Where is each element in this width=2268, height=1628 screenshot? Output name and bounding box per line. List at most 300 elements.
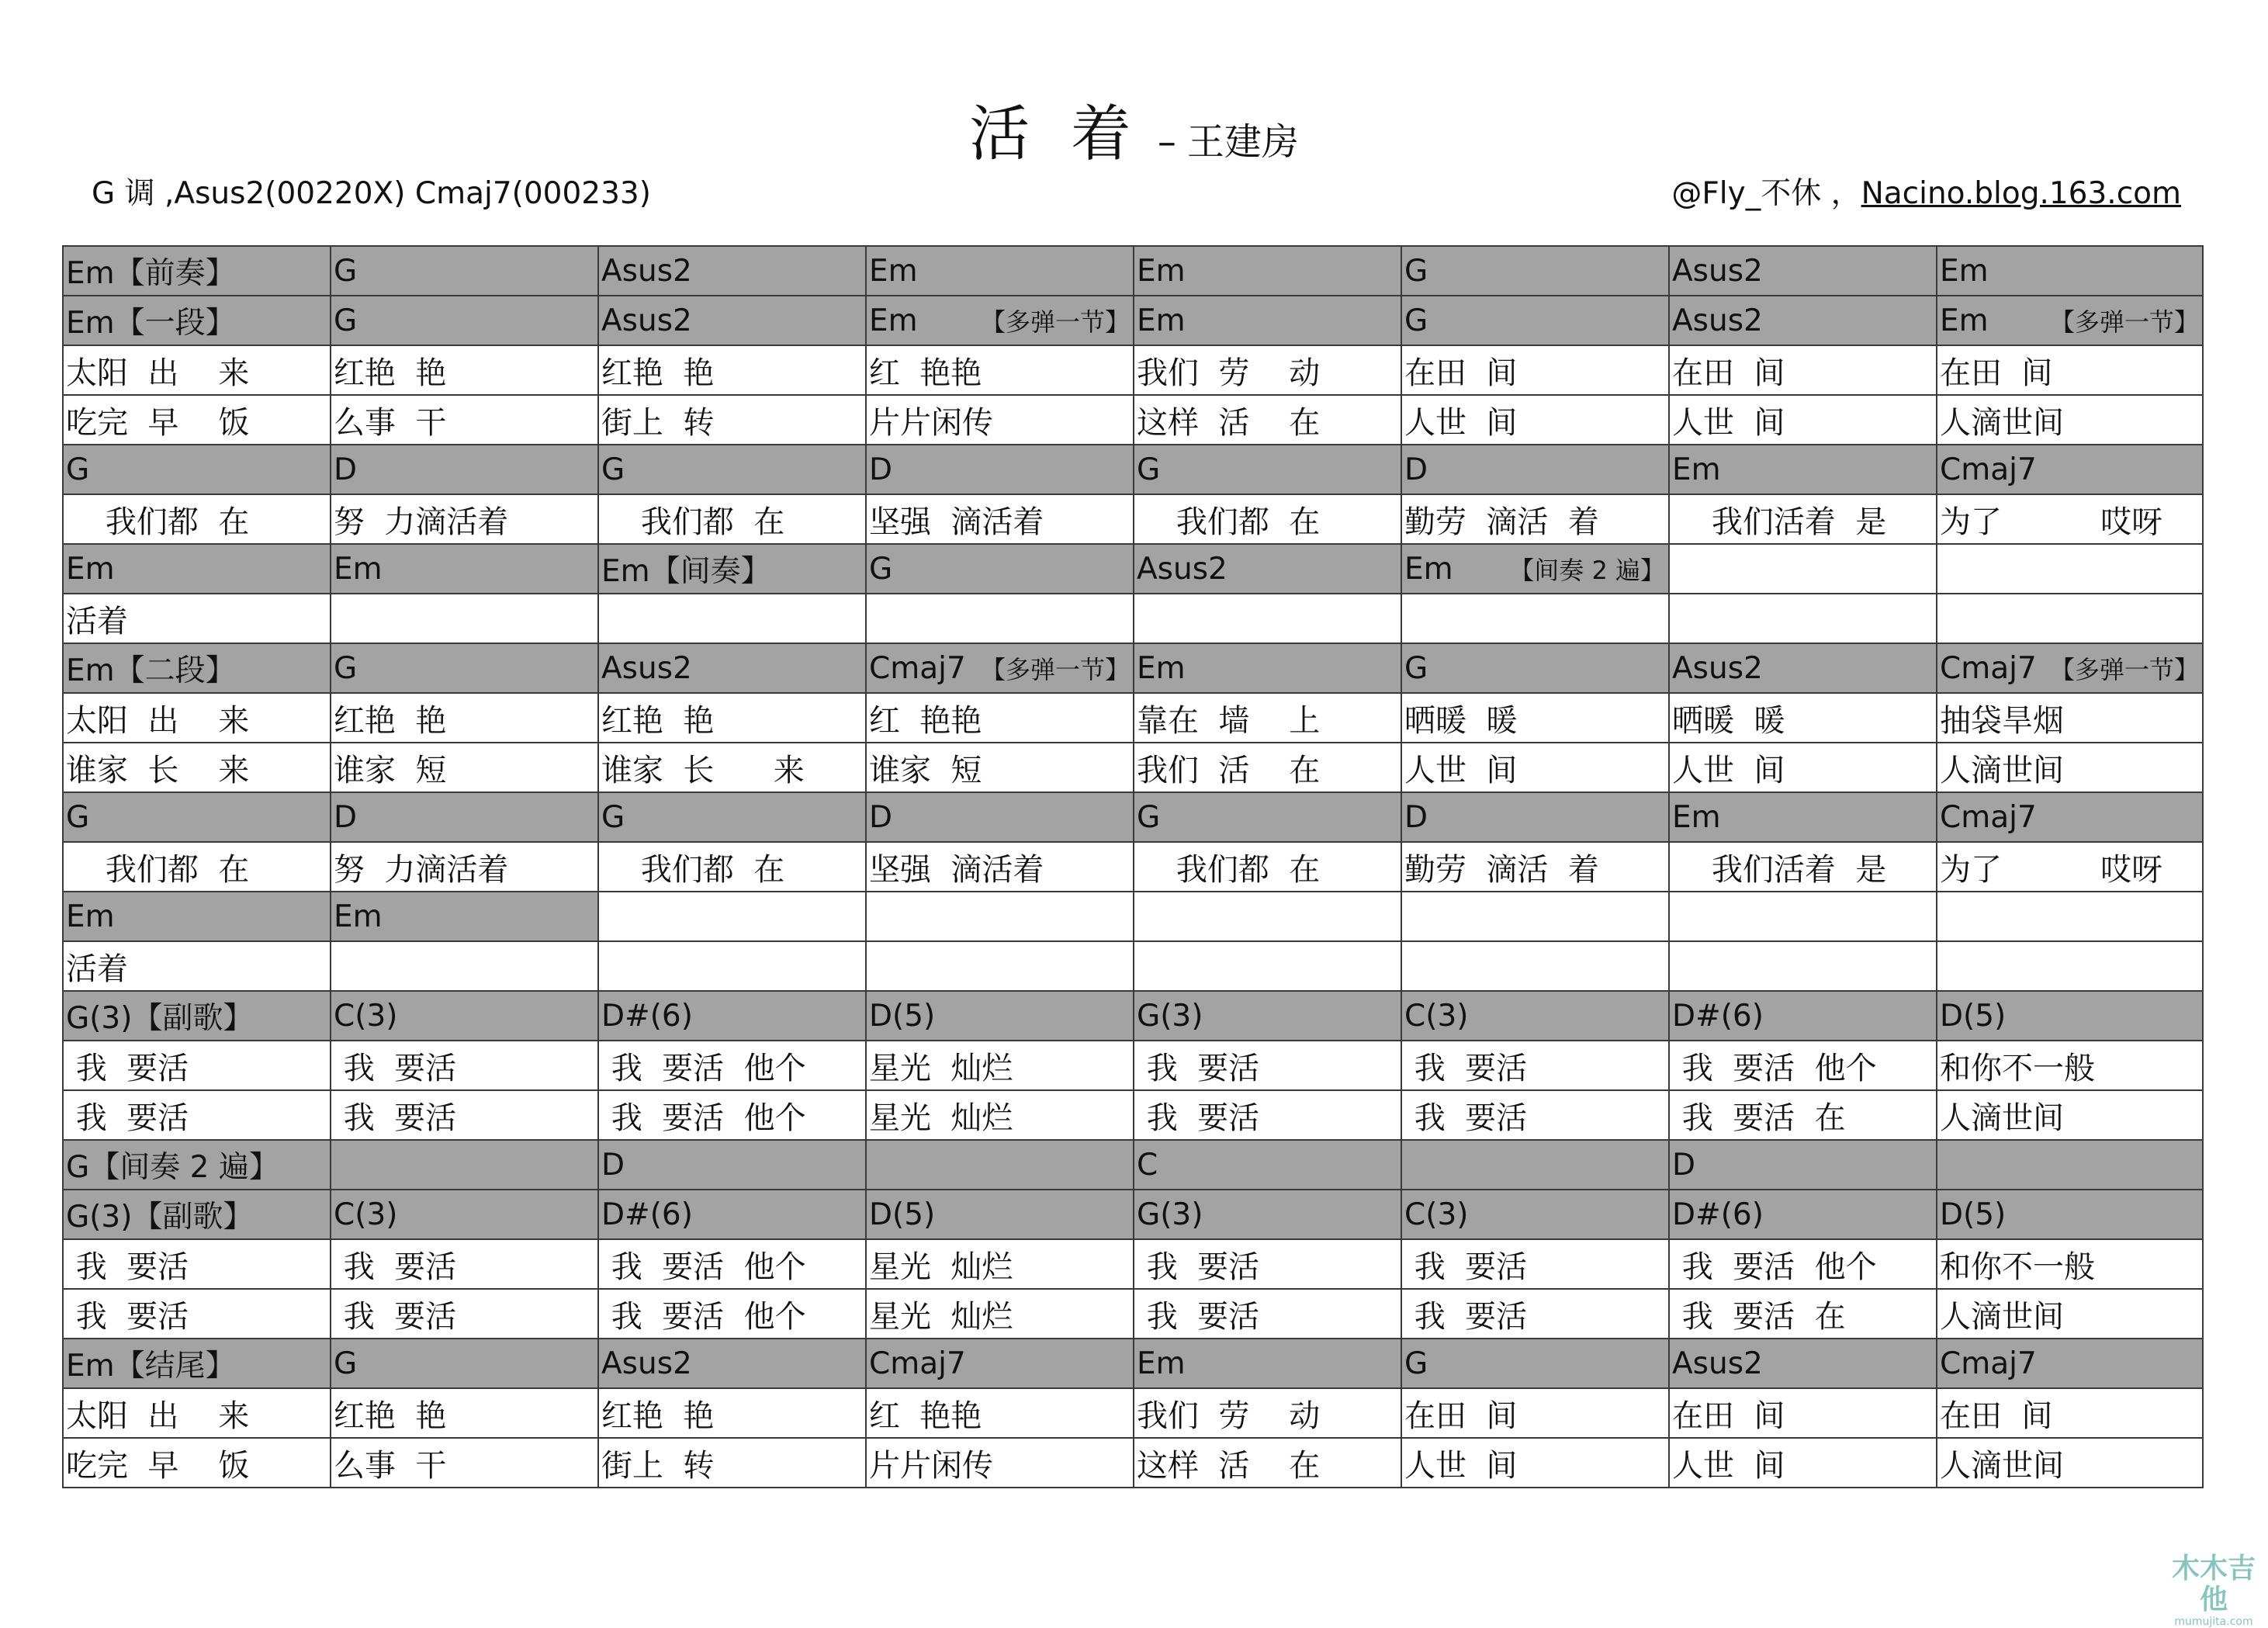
- lyric-row: [63, 594, 2203, 643]
- chord-cell: [1134, 991, 1401, 1041]
- chord-cell: [1134, 1190, 1401, 1239]
- chord-cell: [1134, 544, 1401, 594]
- chord-cell: [331, 643, 598, 693]
- chord-cell: [1669, 892, 1937, 941]
- lyric-cell: [1401, 345, 1669, 395]
- lyric-cell: [63, 494, 331, 544]
- lyric-text: 在田 间: [1404, 1398, 1518, 1434]
- chord-name: G: [66, 799, 90, 835]
- lyric-cell: [1401, 743, 1669, 792]
- lyric-text: 这样 活 在: [1137, 404, 1321, 441]
- lyric-cell: [1669, 1438, 1937, 1488]
- chord-cell: [866, 991, 1134, 1041]
- lyric-cell: [1134, 1090, 1401, 1140]
- chord-sheet-table: [62, 245, 2204, 1488]
- chord-name: G(3): [1137, 1197, 1203, 1232]
- lyric-text: 红艳 艳: [601, 355, 715, 391]
- lyric-cell: [331, 1041, 598, 1090]
- lyric-cell: [866, 1239, 1134, 1289]
- lyric-text: 星光 灿烂: [869, 1100, 1013, 1136]
- chord-cell: [1401, 892, 1669, 941]
- chord-name: Em: [334, 551, 383, 587]
- chord-cell: [1134, 1140, 1401, 1190]
- lyric-cell: [331, 345, 598, 395]
- lyric-cell: [1669, 345, 1937, 395]
- lyric-cell: [1134, 395, 1401, 445]
- lyric-cell: [866, 494, 1134, 544]
- lyric-cell: [866, 1289, 1134, 1339]
- lyric-cell: [1669, 494, 1937, 544]
- lyric-text: 红 艳艳: [869, 1398, 982, 1434]
- chord-cell: [331, 296, 598, 345]
- lyric-cell: [1937, 1090, 2203, 1140]
- lyric-cell: [1401, 1041, 1669, 1090]
- lyric-text: 勤劳 滴活 着: [1404, 851, 1599, 888]
- chord-cell: [598, 296, 866, 345]
- lyric-text: 我 要活: [334, 1249, 457, 1285]
- chord-name: G: [334, 650, 358, 686]
- section-marker: 【多弹一节】: [2049, 655, 2199, 684]
- lyric-text: 我 要活 他个: [1672, 1249, 1877, 1285]
- lyric-cell: [63, 1438, 331, 1488]
- chord-name: D: [869, 452, 893, 487]
- lyric-text: 红艳 艳: [601, 702, 715, 739]
- chord-cell: [1401, 1190, 1669, 1239]
- chord-cell: [1669, 1190, 1937, 1239]
- lyric-cell: [63, 1041, 331, 1090]
- chord-name: Em: [1137, 303, 1186, 338]
- credit-author: @Fly_不休 ，: [1671, 176, 1861, 211]
- chord-cell: [63, 643, 331, 693]
- lyric-cell: [1669, 941, 1937, 991]
- chord-cell: [598, 991, 866, 1041]
- lyric-cell: [1937, 1289, 2203, 1339]
- chord-name: D: [869, 799, 893, 835]
- chord-name: G: [601, 452, 625, 487]
- section-marker: 【多弹一节】: [980, 307, 1130, 337]
- lyric-cell: [331, 594, 598, 643]
- lyric-cell: [1401, 693, 1669, 743]
- chord-cell: [1669, 991, 1937, 1041]
- chord-name: Em: [66, 899, 115, 934]
- lyric-text: 我 要活: [1404, 1249, 1528, 1285]
- lyric-text: 人滴世间: [1940, 404, 2064, 441]
- lyric-text: 红 艳艳: [869, 355, 982, 391]
- chord-cell: [1401, 1140, 1669, 1190]
- chord-cell: [598, 643, 866, 693]
- lyric-text: 人滴世间: [1940, 752, 2064, 788]
- chord-name: D(5): [1940, 998, 2007, 1034]
- lyric-text: 活着: [66, 603, 128, 639]
- lyric-cell: [1134, 1041, 1401, 1090]
- lyric-text: 我们 劳 动: [1137, 1398, 1321, 1434]
- lyric-cell: [1669, 842, 1937, 892]
- lyric-text: 我 要活 他个: [601, 1100, 806, 1136]
- lyric-cell: [866, 1041, 1134, 1090]
- chord-cell: [1669, 792, 1937, 842]
- chord-name: Cmaj7: [1940, 1346, 2037, 1381]
- lyric-text: 太阳 出 来: [66, 355, 250, 391]
- chord-cell: [1134, 792, 1401, 842]
- lyric-cell: [331, 842, 598, 892]
- chord-name: Em: [66, 551, 115, 587]
- lyric-cell: [598, 345, 866, 395]
- lyric-cell: [1401, 1388, 1669, 1438]
- chord-cell: [866, 792, 1134, 842]
- lyric-text: 谁家 短: [869, 752, 982, 788]
- chord-cell: [331, 991, 598, 1041]
- lyric-cell: [1401, 594, 1669, 643]
- lyric-cell: [866, 1388, 1134, 1438]
- chord-name: Em: [1137, 253, 1186, 289]
- chord-cell: [598, 246, 866, 296]
- lyric-text: 在田 间: [1404, 355, 1518, 391]
- chord-name: D: [1672, 1147, 1696, 1183]
- chord-cell: [866, 1140, 1134, 1190]
- lyric-text: 我们 活 在: [1137, 752, 1321, 788]
- lyric-cell: [598, 395, 866, 445]
- chord-name: Cmaj7: [1940, 799, 2037, 835]
- lyric-cell: [598, 1438, 866, 1488]
- lyric-text: 人世 间: [1672, 404, 1785, 441]
- lyric-text: 我们都 在: [1137, 504, 1321, 540]
- lyric-cell: [331, 1289, 598, 1339]
- chord-cell: [1669, 544, 1937, 594]
- chord-cell: [63, 892, 331, 941]
- lyric-text: 人滴世间: [1940, 1298, 2064, 1335]
- chord-cell: [866, 445, 1134, 494]
- lyric-text: 我 要活 他个: [601, 1298, 806, 1335]
- chord-cell: [331, 1339, 598, 1388]
- lyric-cell: [866, 842, 1134, 892]
- lyric-text: 人世 间: [1672, 1447, 1785, 1484]
- lyric-cell: [1669, 1041, 1937, 1090]
- lyric-cell: [866, 743, 1134, 792]
- lyric-text: 我 要活: [1137, 1100, 1260, 1136]
- chord-cell: [63, 1190, 331, 1239]
- chord-row: [63, 991, 2203, 1041]
- artist-name: 王建房: [1186, 120, 1299, 164]
- lyric-text: 人世 间: [1404, 752, 1518, 788]
- lyric-text: 在田 间: [1940, 355, 2053, 391]
- chord-cell: [1134, 445, 1401, 494]
- lyric-cell: [1669, 1090, 1937, 1140]
- chord-cell: [598, 1140, 866, 1190]
- chord-row: [63, 246, 2203, 296]
- chord-cell: [63, 1339, 331, 1388]
- chord-row: [63, 892, 2203, 941]
- chord-cell: [598, 445, 866, 494]
- lyric-cell: [331, 1090, 598, 1140]
- lyric-cell: [1937, 1239, 2203, 1289]
- chord-row: [63, 1140, 2203, 1190]
- lyric-text: 我们活着 是: [1672, 504, 1887, 540]
- chord-cell: [598, 1339, 866, 1388]
- lyric-cell: [331, 941, 598, 991]
- lyric-cell: [598, 693, 866, 743]
- lyric-cell: [331, 693, 598, 743]
- lyric-cell: [331, 395, 598, 445]
- chord-cell: [63, 1140, 331, 1190]
- chord-name: G: [1404, 1346, 1428, 1381]
- chord-name: Em【一段】: [66, 306, 236, 341]
- lyric-cell: [598, 842, 866, 892]
- lyric-text: 抽袋旱烟: [1940, 702, 2064, 739]
- lyric-cell: [1937, 1388, 2203, 1438]
- lyric-cell: [1937, 494, 2203, 544]
- lyric-text: 人滴世间: [1940, 1100, 2064, 1136]
- lyric-text: 星光 灿烂: [869, 1298, 1013, 1335]
- lyric-cell: [866, 1090, 1134, 1140]
- chord-name: D#(6): [601, 998, 693, 1034]
- chord-name: D: [1404, 452, 1428, 487]
- chord-cell: [63, 792, 331, 842]
- lyric-cell: [1134, 743, 1401, 792]
- lyric-text: 人世 间: [1404, 1447, 1518, 1484]
- lyric-text: 我 要活: [334, 1100, 457, 1136]
- lyric-text: 么事 干: [334, 1447, 447, 1484]
- lyric-text: 我 要活: [334, 1050, 457, 1086]
- chord-name: G: [1404, 650, 1428, 686]
- lyric-cell: [1937, 842, 2203, 892]
- chord-name: D: [1404, 799, 1428, 835]
- lyric-cell: [866, 594, 1134, 643]
- chord-row: [63, 1339, 2203, 1388]
- chord-name: Cmaj7: [1940, 452, 2037, 487]
- lyric-text: 为了 哎呀: [1940, 504, 2163, 540]
- lyric-text: 活着: [66, 951, 128, 987]
- chord-name: Asus2: [1672, 253, 1763, 289]
- lyric-text: 我们都 在: [66, 851, 250, 888]
- chord-name: G: [334, 253, 358, 289]
- chord-cell: [1134, 643, 1401, 693]
- watermark-logo: [2164, 1554, 2263, 1628]
- lyric-row: [63, 345, 2203, 395]
- lyric-text: 勤劳 滴活 着: [1404, 504, 1599, 540]
- chord-cell: [63, 991, 331, 1041]
- chord-cell: [63, 445, 331, 494]
- chord-name: Em: [1137, 1346, 1186, 1381]
- chord-name: Em: [869, 303, 918, 338]
- lyric-text: 红艳 艳: [601, 1398, 715, 1434]
- lyric-cell: [63, 693, 331, 743]
- lyric-text: 在田 间: [1672, 1398, 1785, 1434]
- lyric-cell: [1669, 693, 1937, 743]
- lyric-cell: [63, 743, 331, 792]
- lyric-text: 这样 活 在: [1137, 1447, 1321, 1484]
- lyric-text: 谁家 长 来: [601, 752, 805, 788]
- lyric-cell: [1134, 594, 1401, 643]
- lyric-cell: [1401, 842, 1669, 892]
- lyric-text: 红艳 艳: [334, 355, 447, 391]
- lyric-cell: [63, 345, 331, 395]
- lyric-text: 努 力滴活着: [334, 504, 509, 540]
- chord-name: Em【前奏】: [66, 256, 236, 291]
- lyric-row: [63, 494, 2203, 544]
- chord-name: Asus2: [601, 650, 692, 686]
- chord-name: G(3)【副歌】: [66, 1001, 254, 1036]
- lyric-text: 街上 转: [601, 404, 715, 441]
- lyric-cell: [1937, 345, 2203, 395]
- chord-name: G: [1137, 799, 1161, 835]
- lyric-text: 街上 转: [601, 1447, 715, 1484]
- lyric-cell: [598, 594, 866, 643]
- chord-cell: [1937, 643, 2203, 693]
- lyric-text: 吃完 早 饭: [66, 1447, 250, 1484]
- lyric-row: [63, 395, 2203, 445]
- lyric-cell: [1134, 494, 1401, 544]
- chord-cell: [1937, 792, 2203, 842]
- chord-name: G: [1404, 253, 1428, 289]
- lyric-text: 红艳 艳: [334, 1398, 447, 1434]
- chord-name: Cmaj7: [1940, 650, 2037, 686]
- chord-name: Em: [869, 253, 918, 289]
- lyric-cell: [1401, 941, 1669, 991]
- lyric-text: 我 要活 他个: [601, 1050, 806, 1086]
- chord-cell: [1134, 1339, 1401, 1388]
- chord-name: Asus2: [601, 253, 692, 289]
- section-marker: 【多弹一节】: [980, 655, 1130, 684]
- chord-cell: [331, 1190, 598, 1239]
- lyric-cell: [1134, 1438, 1401, 1488]
- section-marker: 【多弹一节】: [2049, 307, 2199, 337]
- lyric-text: 人世 间: [1404, 404, 1518, 441]
- chord-name: Em: [1940, 303, 1989, 338]
- lyric-text: 红艳 艳: [334, 702, 447, 739]
- chord-name: D: [334, 799, 358, 835]
- lyric-text: 我 要活: [1137, 1249, 1260, 1285]
- lyric-text: 我 要活 他个: [601, 1249, 806, 1285]
- lyric-text: 我 要活: [334, 1298, 457, 1335]
- lyric-cell: [63, 941, 331, 991]
- lyric-cell: [1937, 1041, 2203, 1090]
- lyric-cell: [63, 1289, 331, 1339]
- lyric-row: [63, 1090, 2203, 1140]
- lyric-text: 我 要活: [66, 1050, 189, 1086]
- chord-cell: [1401, 544, 1669, 594]
- lyric-cell: [1134, 1388, 1401, 1438]
- chord-cell: [1937, 892, 2203, 941]
- chord-row: [63, 445, 2203, 494]
- chord-cell: [866, 643, 1134, 693]
- chord-name: G: [334, 1346, 358, 1381]
- lyric-cell: [63, 594, 331, 643]
- chord-cell: [598, 1190, 866, 1239]
- chord-cell: [1669, 445, 1937, 494]
- chord-cell: [331, 544, 598, 594]
- chord-cell: [866, 1190, 1134, 1239]
- key-info: G 调 ,Asus2(00220X) Cmaj7(000233): [92, 176, 651, 211]
- lyric-text: 星光 灿烂: [869, 1050, 1013, 1086]
- watermark-text: 木木吉他: [2171, 1553, 2256, 1616]
- chord-row: [63, 296, 2203, 345]
- lyric-text: 我 要活 他个: [1672, 1050, 1877, 1086]
- chord-name: G: [334, 303, 358, 338]
- lyric-cell: [598, 1289, 866, 1339]
- chord-cell: [1669, 1339, 1937, 1388]
- chord-cell: [1401, 296, 1669, 345]
- lyric-cell: [598, 941, 866, 991]
- lyric-cell: [331, 1239, 598, 1289]
- chord-cell: [331, 246, 598, 296]
- lyric-text: 我们都 在: [66, 504, 250, 540]
- chord-name: Asus2: [601, 303, 692, 338]
- chord-name: D#(6): [1672, 998, 1764, 1034]
- chord-cell: [1937, 1339, 2203, 1388]
- lyric-row: [63, 1388, 2203, 1438]
- lyric-cell: [63, 395, 331, 445]
- chord-cell: [1937, 544, 2203, 594]
- lyric-text: 么事 干: [334, 404, 447, 441]
- lyric-cell: [331, 743, 598, 792]
- lyric-text: 靠在 墙 上: [1137, 702, 1321, 739]
- chord-cell: [1937, 445, 2203, 494]
- lyric-row: [63, 1239, 2203, 1289]
- chord-cell: [63, 296, 331, 345]
- lyric-cell: [1669, 743, 1937, 792]
- lyric-text: 我 要活: [1404, 1100, 1528, 1136]
- lyric-text: 人滴世间: [1940, 1447, 2064, 1484]
- lyric-cell: [866, 941, 1134, 991]
- lyric-text: 为了 哎呀: [1940, 851, 2163, 888]
- lyric-row: [63, 693, 2203, 743]
- chord-name: G: [66, 452, 90, 487]
- chord-cell: [1401, 643, 1669, 693]
- lyric-row: [63, 743, 2203, 792]
- lyric-row: [63, 842, 2203, 892]
- lyric-cell: [1669, 1239, 1937, 1289]
- chord-cell: [1669, 1140, 1937, 1190]
- chord-row: [63, 544, 2203, 594]
- watermark-url: mumujita.com: [2174, 1616, 2253, 1628]
- lyric-cell: [331, 494, 598, 544]
- lyric-text: 坚强 滴活着: [869, 851, 1044, 888]
- lyric-cell: [1669, 594, 1937, 643]
- lyric-cell: [1134, 1239, 1401, 1289]
- lyric-text: 谁家 长 来: [66, 752, 250, 788]
- lyric-cell: [331, 1438, 598, 1488]
- chord-cell: [1669, 246, 1937, 296]
- chord-name: C: [1137, 1147, 1158, 1183]
- lyric-cell: [1937, 594, 2203, 643]
- lyric-text: 我们都 在: [601, 504, 785, 540]
- chord-cell: [1937, 991, 2203, 1041]
- lyric-text: 晒暖 暖: [1672, 702, 1785, 739]
- chord-name: Cmaj7: [869, 1346, 966, 1381]
- chord-sheet-body: [63, 246, 2203, 1488]
- lyric-text: 我 要活: [1137, 1298, 1260, 1335]
- chord-cell: [1401, 792, 1669, 842]
- chord-cell: [1937, 296, 2203, 345]
- song-title: 活 着: [969, 99, 1142, 169]
- lyric-cell: [1401, 395, 1669, 445]
- lyric-text: 吃完 早 饭: [66, 404, 250, 441]
- lyric-cell: [1134, 693, 1401, 743]
- chord-name: G(3): [1137, 998, 1203, 1034]
- credit-link[interactable]: Nacino.blog.163.com: [1861, 176, 2181, 211]
- chord-name: D: [334, 452, 358, 487]
- lyric-row: [63, 1289, 2203, 1339]
- lyric-cell: [1669, 1388, 1937, 1438]
- chord-name: G: [869, 551, 893, 587]
- title-block: [0, 85, 2268, 172]
- lyric-text: 我 要活: [66, 1249, 189, 1285]
- lyric-text: 努 力滴活着: [334, 851, 509, 888]
- lyric-text: 星光 灿烂: [869, 1249, 1013, 1285]
- lyric-cell: [1134, 941, 1401, 991]
- chord-name: G(3)【副歌】: [66, 1200, 254, 1235]
- lyric-cell: [598, 1090, 866, 1140]
